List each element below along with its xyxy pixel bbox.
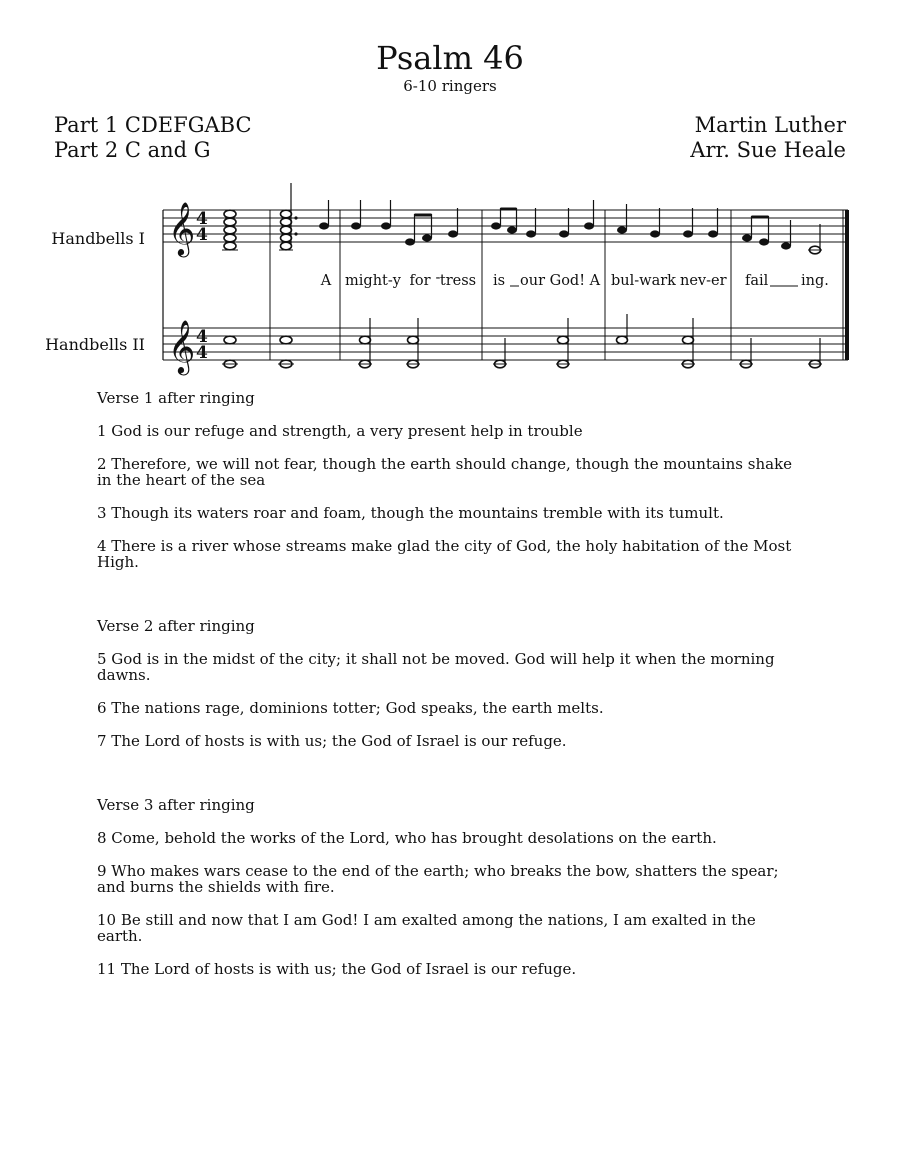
verse-line: 1 God is our refuge and strength, a very present help in trouble bbox=[97, 422, 583, 440]
verse-line: 8 Come, behold the works of the Lord, who has brought desolations on the earth. bbox=[97, 829, 717, 847]
eighth-notes bbox=[491, 208, 517, 234]
parts-info bbox=[54, 113, 252, 163]
quarter-note bbox=[448, 208, 458, 238]
quarter-note bbox=[683, 208, 693, 238]
lyric: might-y bbox=[345, 273, 401, 289]
lyric: our God! A bbox=[520, 273, 601, 289]
verse-3-heading: Verse 3 after ringing bbox=[97, 796, 255, 814]
verse-line: 2 Therefore, we will not fear, though the earth should change, though the mountains shake in the heart of the sea bbox=[97, 455, 793, 489]
quarter-note bbox=[351, 200, 361, 230]
lyric: A bbox=[320, 273, 332, 289]
lyric: fail bbox=[745, 273, 769, 289]
lyric: is bbox=[492, 273, 506, 289]
arranger: Arr. Sue Heale bbox=[690, 138, 846, 162]
quarter-note bbox=[708, 208, 718, 238]
treble-clef-icon: 𝄞 bbox=[168, 319, 196, 373]
quarter-note bbox=[559, 208, 569, 238]
verse-line: 9 Who makes wars cease to the end of the earth; who breaks the bow, shatters the spear; and burns the shields with fire. bbox=[97, 862, 779, 896]
verse-line: 3 Though its waters roar and foam, though the mountains tremble with its tumult. bbox=[97, 504, 724, 522]
credits bbox=[690, 113, 846, 163]
quarter-note bbox=[781, 220, 791, 250]
verses bbox=[97, 390, 797, 994]
lyric: for bbox=[409, 273, 431, 289]
verse-1-heading: Verse 1 after ringing bbox=[97, 389, 255, 407]
quarter-note bbox=[617, 204, 627, 234]
time-signature: 4 bbox=[196, 209, 208, 229]
quarter-note bbox=[650, 208, 660, 238]
chord bbox=[222, 210, 238, 250]
verse-2-heading: Verse 2 after ringing bbox=[97, 617, 255, 635]
eighth-notes bbox=[405, 214, 432, 246]
time-signature: 4 bbox=[196, 327, 208, 347]
page-subtitle: 6-10 ringers bbox=[403, 77, 497, 95]
staff-1-label: Handbells I bbox=[51, 229, 145, 248]
part-1-label: Part 1 CDEFGABC bbox=[54, 113, 252, 137]
verse-line: 5 God is in the midst of the city; it shall not be moved. God will help it when the morning dawns. bbox=[97, 650, 775, 684]
verse-line: 10 Be still and now that I am God! I am exalted among the nations, I am exalted in the earth. bbox=[97, 911, 756, 945]
lyric: bul-wark bbox=[611, 273, 676, 289]
quarter-note bbox=[526, 208, 536, 238]
verse-line: 11 The Lord of hosts is with us; the God of Israel is our refuge. bbox=[97, 960, 577, 978]
page-title: Psalm 46 bbox=[376, 39, 524, 77]
verse-line: 4 There is a river whose streams make glad the city of God, the holy habitation of the Most High. bbox=[97, 537, 792, 571]
quarter-note bbox=[381, 200, 391, 230]
chord bbox=[279, 183, 293, 250]
lyric: nev-er bbox=[680, 273, 727, 289]
composer: Martin Luther bbox=[694, 113, 846, 137]
staff-2-label: Handbells II bbox=[45, 335, 145, 354]
time-signature: 4 bbox=[196, 343, 208, 363]
quarter-note bbox=[319, 200, 329, 230]
music-score bbox=[0, 178, 900, 378]
treble-clef-icon: 𝄞 bbox=[168, 201, 196, 255]
lyric: ing. bbox=[801, 273, 829, 289]
eighth-notes bbox=[742, 216, 769, 246]
half-note bbox=[808, 224, 822, 254]
lyric: tress bbox=[439, 273, 477, 289]
lyric: - bbox=[435, 270, 441, 286]
quarter-note bbox=[584, 200, 594, 230]
time-signature: 4 bbox=[196, 225, 208, 245]
final-barline bbox=[845, 210, 849, 360]
verse-line: 7 The Lord of hosts is with us; the God of Israel is our refuge. bbox=[97, 732, 567, 750]
part-2-label: Part 2 C and G bbox=[54, 138, 211, 162]
verse-line: 6 The nations rage, dominions totter; God speaks, the earth melts. bbox=[97, 699, 604, 717]
